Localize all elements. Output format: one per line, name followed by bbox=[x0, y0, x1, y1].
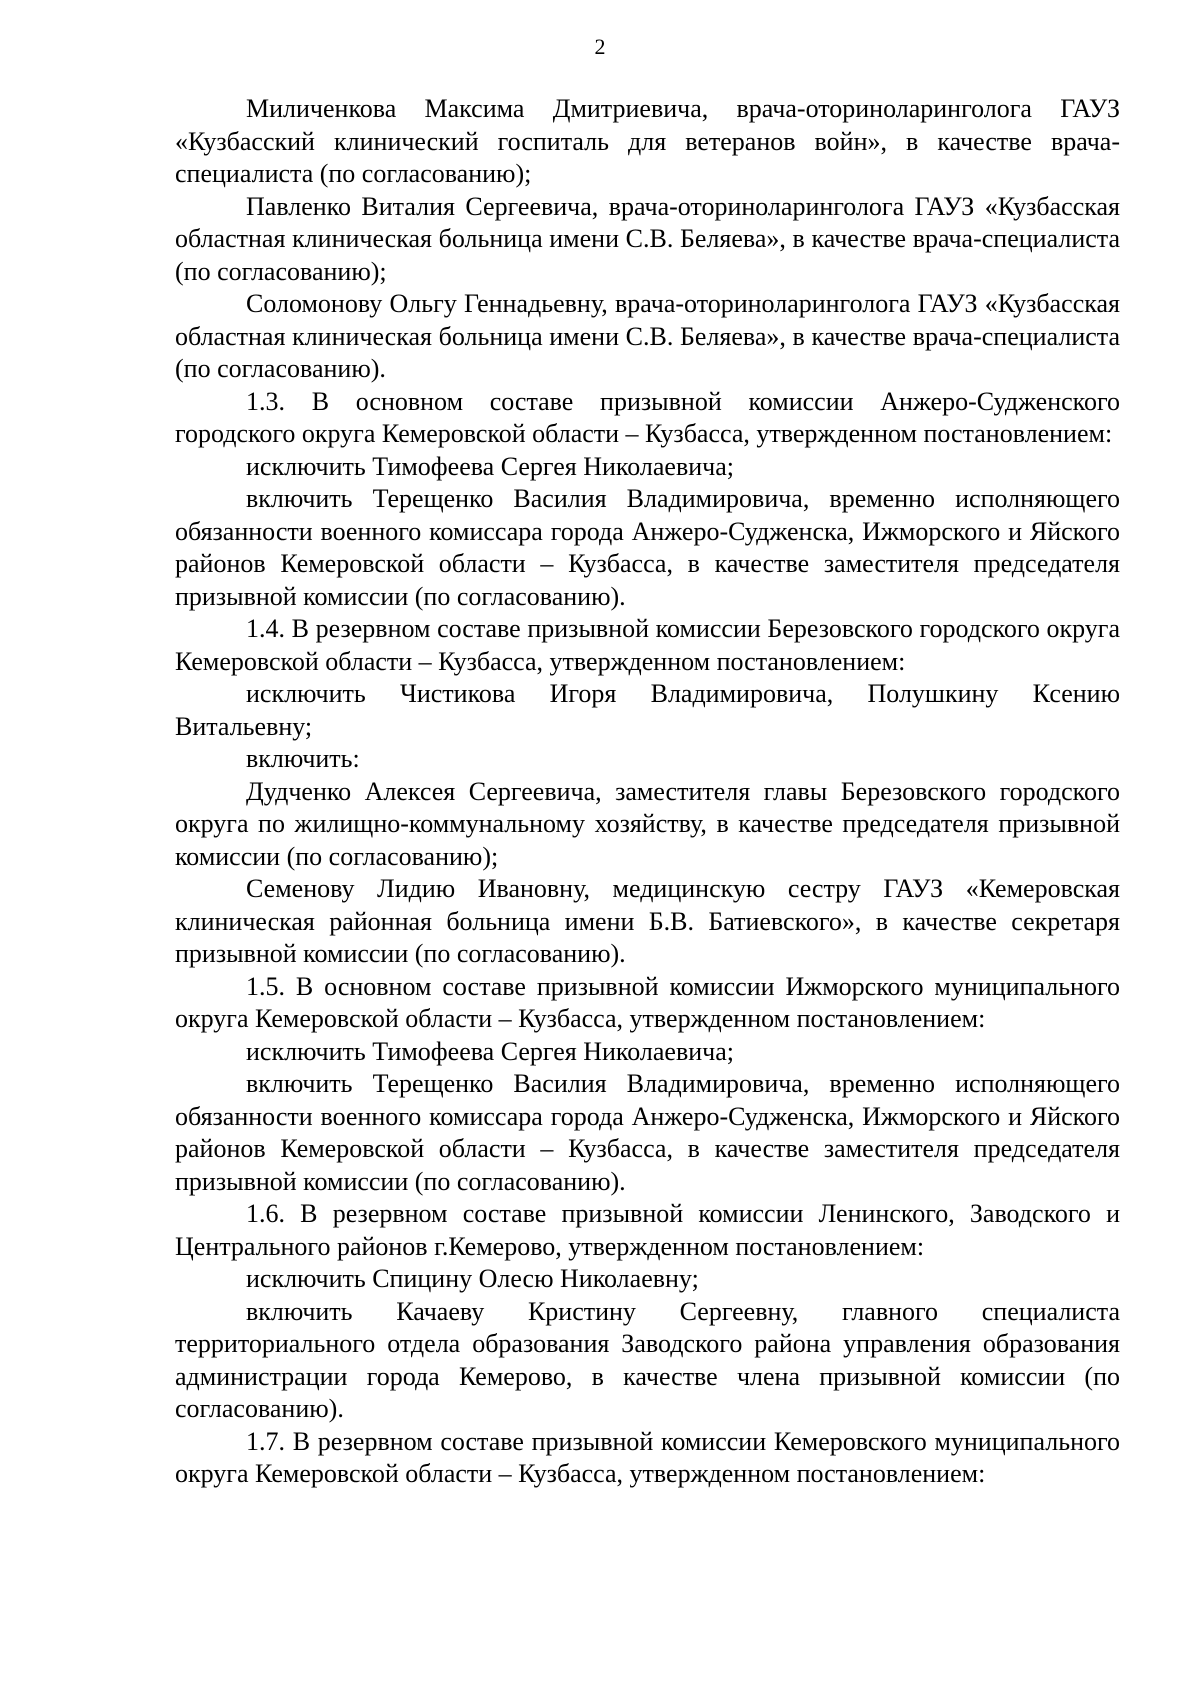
paragraph-include-tereshchenko-1: включить Терещенко Василия Владимировича, временно исполняющего обязанности военного комиссара города Анжеро-Судженска, Ижморского и Яйского районов Кемеровской области – Кузбасса, в качестве заместителя председателя призывной комиссии (по согласованию). bbox=[175, 484, 1120, 611]
paragraph-section-1-6: 1.6. В резервном составе призывной комиссии Ленинского, Заводского и Центрального районов г.Кемерово, утвержденном постановлением: bbox=[175, 1199, 1120, 1261]
paragraph-solomonova: Соломонову Ольгу Геннадьевну, врача-оториноларинголога ГАУЗ «Кузбасская областная клиническая больница имени С.В. Беляева», в качестве врача-специалиста (по согласованию). bbox=[175, 289, 1120, 383]
paragraph-section-1-7: 1.7. В резервном составе призывной комиссии Кемеровского муниципального округа Кемеровской области – Кузбасса, утвержденном постановлением: bbox=[175, 1426, 1120, 1488]
paragraph-section-1-5: 1.5. В основном составе призывной комиссии Ижморского муниципального округа Кемеровской области – Кузбасса, утвержденном постановлением: bbox=[175, 971, 1120, 1033]
paragraph-section-1-4: 1.4. В резервном составе призывной комиссии Березовского городского округа Кемеровской области – Кузбасса, утвержденном постановлением: bbox=[175, 614, 1120, 676]
paragraph-exclude-timofeev-1: исключить Тимофеева Сергея Николаевича; bbox=[246, 451, 734, 481]
paragraph-exclude-chistikov: исключить Чистикова Игоря Владимировича, Полушкину Ксению Витальевну; bbox=[175, 679, 1120, 741]
paragraph-dudchenko: Дудченко Алексея Сергеевича, заместителя главы Березовского городского округа по жилищно-коммунальному хозяйству, в качестве председателя призывной комиссии (по согласованию); bbox=[175, 776, 1120, 871]
page-number: 2 bbox=[594, 34, 606, 59]
paragraph-exclude-spitsina: исключить Спицину Олесю Николаевну; bbox=[246, 1264, 699, 1293]
paragraph-milichenkov: Миличенкова Максима Дмитриевича, врача-оториноларинголога ГАУЗ «Кузбасский клинический госпиталь для ветеранов войн», в качестве врача-специалиста (по согласованию); bbox=[175, 94, 1120, 188]
paragraph-section-1-3: 1.3. В основном составе призывной комиссии Анжеро-Судженского городского округа Кемеровской области – Кузбасса, утвержденном постановлением: bbox=[175, 386, 1120, 448]
document-body bbox=[175, 93, 1120, 1491]
paragraph-include-tereshchenko-2: включить Терещенко Василия Владимировича, временно исполняющего обязанности военного комиссара города Анжеро-Судженска, Ижморского и Яйского районов Кемеровской области – Кузбасса, в качестве заместителя председателя призывной комиссии (по согласованию). bbox=[175, 1069, 1120, 1196]
paragraph-semenova: Семенову Лидию Ивановну, медицинскую сестру ГАУЗ «Кемеровская клиническая районная больница имени Б.В. Батиевского», в качестве секретаря призывной комиссии (по согласованию). bbox=[175, 874, 1120, 968]
paragraph-pavlenko: Павленко Виталия Сергеевича, врача-оториноларинголога ГАУЗ «Кузбасская областная клиническая больница имени С.В. Беляева», в качестве врача-специалиста (по согласованию); bbox=[175, 191, 1120, 286]
paragraph-include-kachaeva: включить Качаеву Кристину Сергеевну, главного специалиста территориального отдела образования Заводского района управления образования администрации города Кемерово, в качестве члена призывной комиссии (по согласованию). bbox=[175, 1296, 1120, 1423]
paragraph-include-label: включить: bbox=[246, 744, 360, 773]
paragraph-exclude-timofeev-2: исключить Тимофеева Сергея Николаевича; bbox=[246, 1036, 734, 1066]
